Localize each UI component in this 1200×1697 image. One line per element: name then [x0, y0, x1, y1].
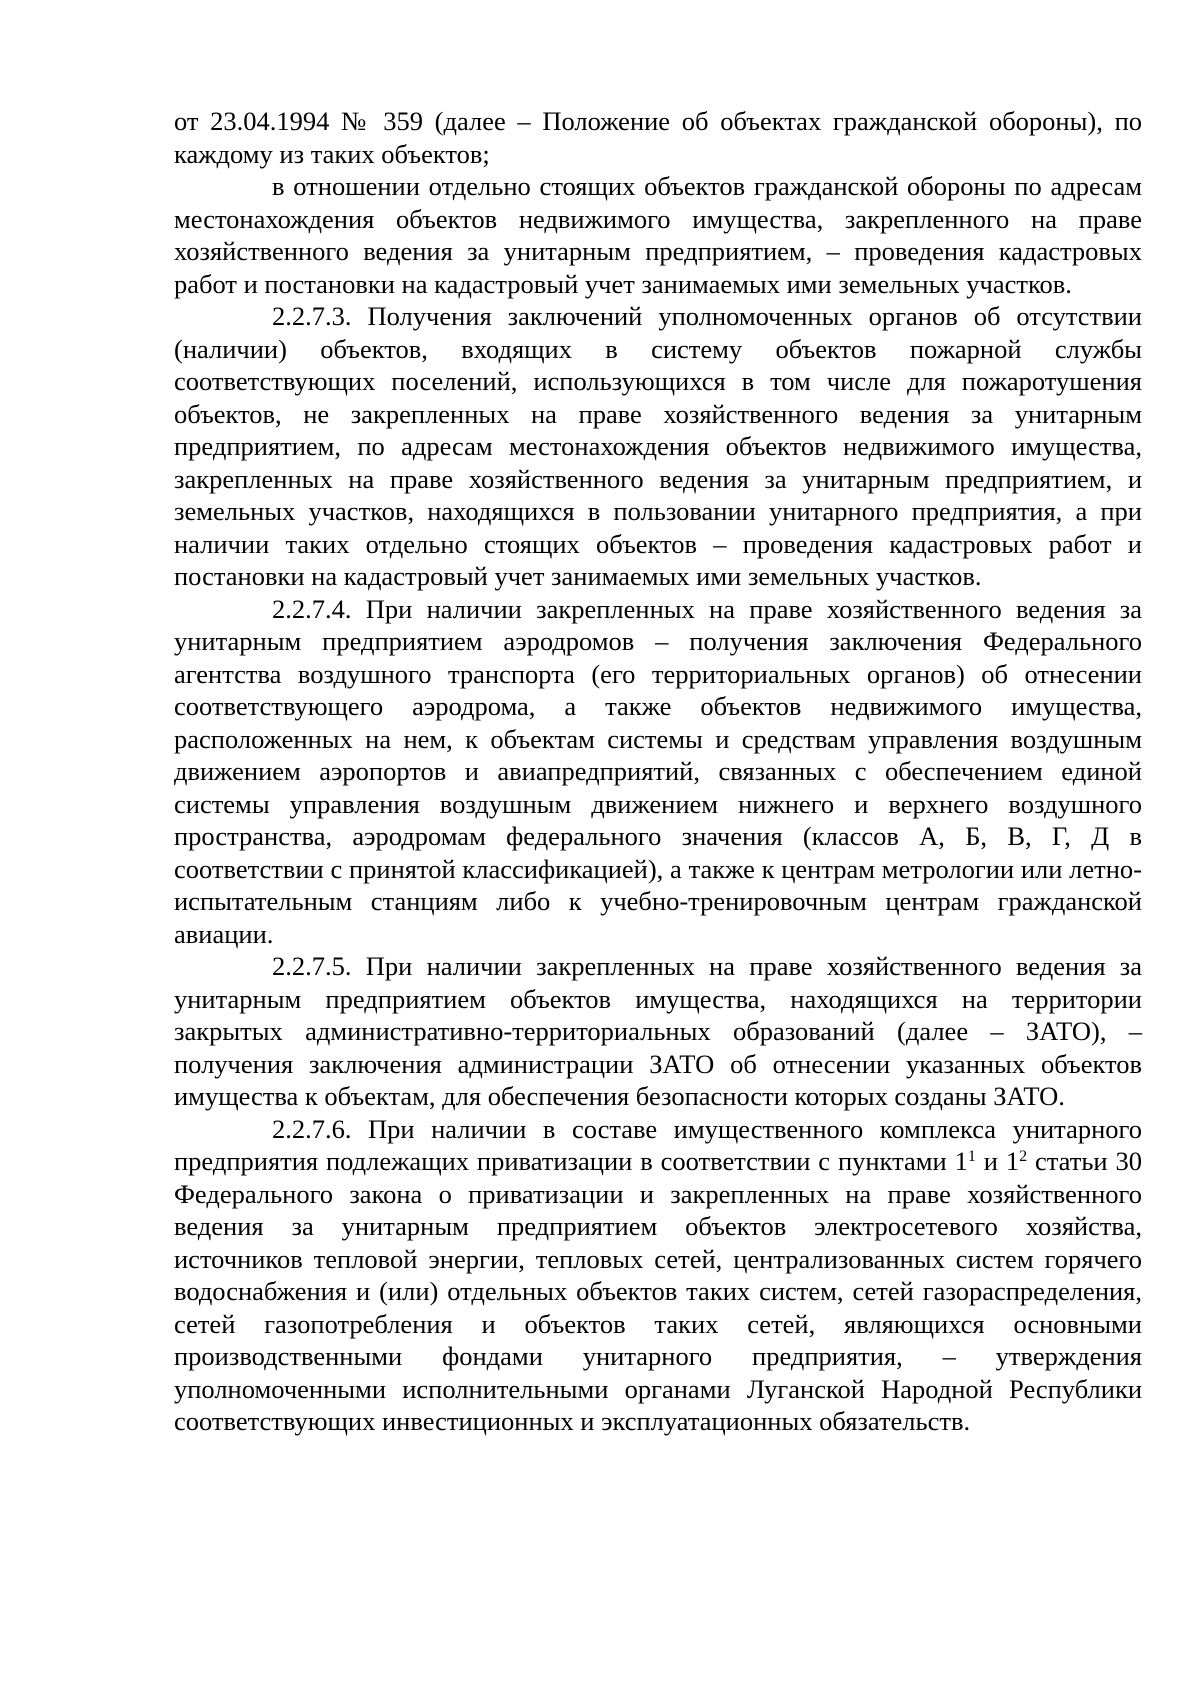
paragraph-2-2-7-6	[174, 1113, 1142, 1438]
superscript-2: 2	[1019, 1148, 1028, 1166]
document-page	[174, 105, 1142, 1438]
superscript-1: 1	[967, 1148, 976, 1166]
paragraph-continuation: от 23.04.1994 № 359 (далее – Положение об объектах гражданской обороны), по каждому из таких объектов;	[174, 106, 1142, 169]
paragraph-2-2-7-3: 2.2.7.3. Получения заключений уполномоченных органов об отсутствии (наличии) объектов, входящих в систему объектов пожарной службы соответствующих поселений, использующихся в том числе для пожаротушения объектов, не закрепленных на праве хозяйственного ведения за унитарным предприятием, по адресам местонахождения объектов недвижимого имущества, закрепленных на праве хозяйственного ведения за унитарным предприятием, и земельных участков, находящихся в пользовании унитарного предприятия, а при наличии таких отдельно стоящих объектов – проведения кадастровых работ и постановки на кадастровый учет занимаемых ими земельных участков.	[174, 301, 1142, 591]
paragraph-2-2-7-5: 2.2.7.5. При наличии закрепленных на праве хозяйственного ведения за унитарным предприятием объектов имущества, находящихся на территории закрытых административно-территориальных образований (далее – ЗАТО), – получения заключения администрации ЗАТО об отнесении указанных объектов имущества к объектам, для обеспечения безопасности которых созданы ЗАТО.	[174, 951, 1142, 1111]
paragraph-civil-defense-objects: в отношении отдельно стоящих объектов гражданской обороны по адресам местонахождения объектов недвижимого имущества, закрепленного на праве хозяйственного ведения за унитарным предприятием, – проведения кадастровых работ и постановки на кадастровый учет занимаемых ими земельных участков.	[174, 171, 1142, 299]
paragraph-2-2-7-6-part1: 2.2.7.6. При наличии в составе имущественного комплекса унитарного предприятия подлежащих приватизации в соответствии с пунктами 1	[174, 1113, 1142, 1176]
paragraph-2-2-7-6-part2: и 1	[975, 1146, 1020, 1176]
paragraph-2-2-7-6-part3: статьи 30 Федерального закона о приватизации и закрепленных на праве хозяйственного ведения за унитарным предприятием объектов электросетевого хозяйства, источников тепловой энергии, тепловых сетей, централизованных систем горячего водоснабжения и (или) отдельных объектов таких систем, сетей газораспределения, сетей газопотребления и объектов таких сетей, являющихся основными производственными фондами унитарного предприятия, – утверждения уполномоченными исполнительными органами Луганской Народной Республики соответствующих инвестиционных и эксплуатационных обязательств.	[174, 1146, 1143, 1436]
paragraph-2-2-7-4: 2.2.7.4. При наличии закрепленных на праве хозяйственного ведения за унитарным предприятием аэродромов – получения заключения Федерального агентства воздушного транспорта (его территориальных органов) об отнесении соответствующего аэродрома, а также объектов недвижимого имущества, расположенных на нем, к объектам системы и средствам управления воздушным движением аэропортов и авиапредприятий, связанных с обеспечением единой системы управления воздушным движением нижнего и верхнего воздушного пространства, аэродромам федерального значения (классов А, Б, В, Г, Д в соответствии с принятой классификацией), а также к центрам метрологии или летно-испытательным станциям либо к учебно-тренировочным центрам гражданской авиации.	[174, 593, 1142, 949]
